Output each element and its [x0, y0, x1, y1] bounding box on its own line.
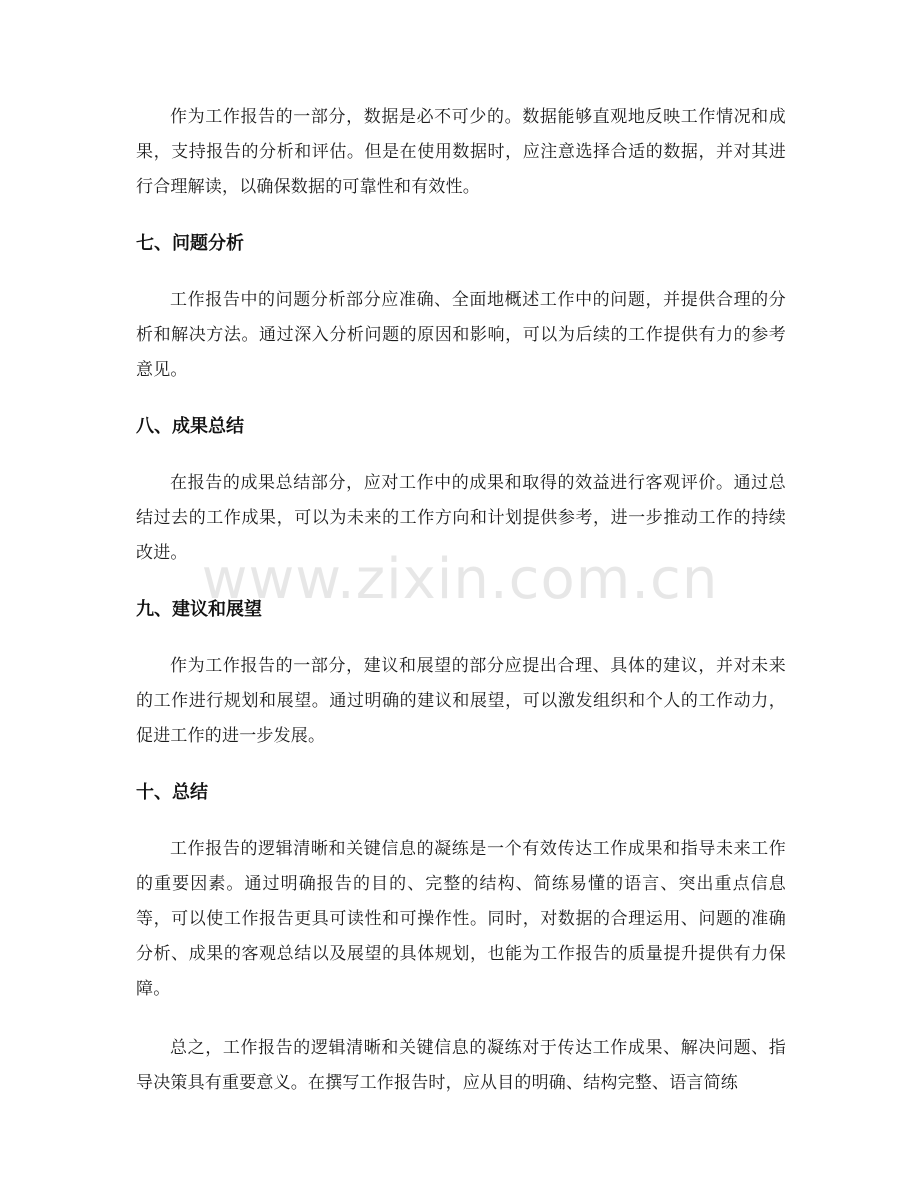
- heading-conclusion: 十、总结: [136, 782, 208, 803]
- paragraph-results-summary: 在报告的成果总结部分，应对工作中的成果和取得的效益进行客观评价。通过总结过去的工作成果，可以为未来的工作方向和计划提供参考，进一步推动工作的持续改进。: [136, 473, 786, 563]
- paragraph-conclusion: 工作报告的逻辑清晰和关键信息的凝练是一个有效传达工作成果和指导未来工作的重要因素。通过明确报告的目的、完整的结构、简练易懂的语言、突出重点信息等，可以使工作报告更具可读性和可操作性。同时，对数据的合理运用、问题的准确分析、成果的客观总结以及展望的具体规划，也能为工作报告的质量提升提供有力保障。: [136, 839, 786, 999]
- watermark-text: www.zixin.com.cn: [201, 547, 719, 612]
- heading-problem-analysis: 七、问题分析: [136, 233, 244, 254]
- paragraph-suggestions-outlook: 作为工作报告的一部分，建议和展望的部分应提出合理、具体的建议，并对未来的工作进行规划和展望。通过明确的建议和展望，可以激发组织和个人的工作动力，促进工作的进一步发展。: [136, 656, 786, 746]
- heading-suggestions-outlook: 九、建议和展望: [136, 599, 262, 620]
- paragraph-data: 作为工作报告的一部分，数据是必不可少的。数据能够直观地反映工作情况和成果，支持报告的分析和评估。但是在使用数据时，应注意选择合适的数据，并对其进行合理解读，以确保数据的可靠性和有效性。: [136, 107, 786, 197]
- paragraph-problem-analysis: 工作报告中的问题分析部分应准确、全面地概述工作中的问题，并提供合理的分析和解决方法。通过深入分析问题的原因和影响，可以为后续的工作提供有力的参考意见。: [136, 290, 786, 380]
- document-body: [136, 100, 786, 1125]
- heading-results-summary: 八、成果总结: [136, 416, 244, 437]
- paragraph-final-summary: 总之，工作报告的逻辑清晰和关键信息的凝练对于传达工作成果、解决问题、指导决策具有重要意义。在撰写工作报告时，应从目的明确、结构完整、语言简练: [136, 1038, 786, 1093]
